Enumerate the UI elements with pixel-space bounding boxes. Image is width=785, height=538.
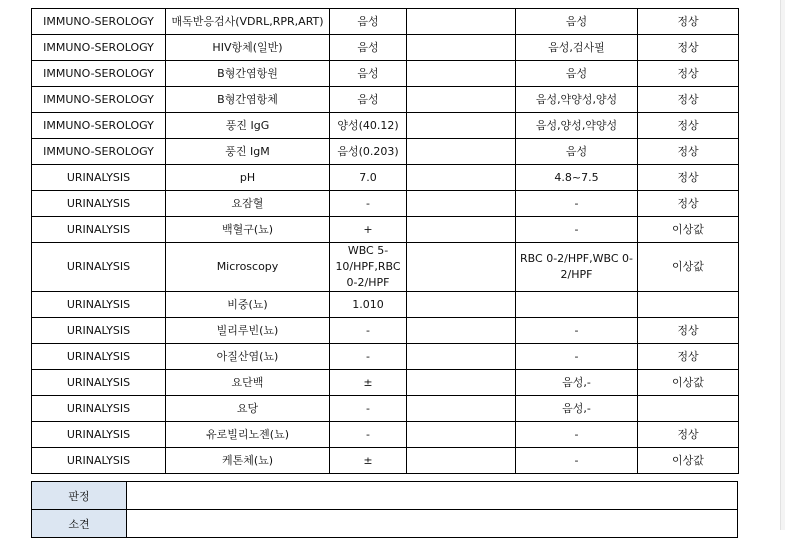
table-row (32, 139, 739, 165)
test-name-cell: B형간염항체 (166, 87, 330, 113)
category-cell: IMMUNO-SEROLOGY (32, 87, 166, 113)
unit-cell (407, 370, 516, 396)
unit-cell (407, 165, 516, 191)
test-name-cell: HIV항체(일반) (166, 35, 330, 61)
opinion-row (32, 510, 738, 538)
unit-cell (407, 292, 516, 318)
verdict-label: 판정 (32, 482, 127, 510)
test-name-cell: 요단백 (166, 370, 330, 396)
result-cell: 음성 (330, 35, 407, 61)
unit-cell (407, 35, 516, 61)
result-cell: ± (330, 370, 407, 396)
judgement-cell: 정상 (638, 9, 739, 35)
category-cell: URINALYSIS (32, 217, 166, 243)
table-row (32, 191, 739, 217)
category-cell: URINALYSIS (32, 318, 166, 344)
category-cell: IMMUNO-SEROLOGY (32, 139, 166, 165)
table-row (32, 370, 739, 396)
unit-cell (407, 9, 516, 35)
judgement-cell (638, 292, 739, 318)
category-cell: URINALYSIS (32, 344, 166, 370)
result-cell: - (330, 318, 407, 344)
reference-cell: 음성,- (516, 370, 638, 396)
test-name-cell: Microscopy (166, 243, 330, 292)
judgement-cell: 이상값 (638, 217, 739, 243)
result-cell: 음성 (330, 87, 407, 113)
reference-cell: - (516, 191, 638, 217)
category-cell: URINALYSIS (32, 422, 166, 448)
unit-cell (407, 422, 516, 448)
category-cell: IMMUNO-SEROLOGY (32, 35, 166, 61)
category-cell: URINALYSIS (32, 396, 166, 422)
reference-cell: 음성,약양성,양성 (516, 87, 638, 113)
table-row (32, 217, 739, 243)
result-cell: WBC 5-10/HPF,RBC 0-2/HPF (330, 243, 407, 292)
opinion-value[interactable] (127, 510, 738, 538)
unit-cell (407, 191, 516, 217)
test-name-cell: 케톤체(뇨) (166, 448, 330, 474)
judgement-cell: 정상 (638, 165, 739, 191)
reference-cell: - (516, 422, 638, 448)
judgement-cell (638, 396, 739, 422)
test-name-cell: 풍진 IgM (166, 139, 330, 165)
judgement-cell: 정상 (638, 87, 739, 113)
result-cell: - (330, 191, 407, 217)
reference-cell: 음성,양성,약양성 (516, 113, 638, 139)
lab-results-table (31, 8, 739, 474)
reference-cell: - (516, 217, 638, 243)
category-cell: URINALYSIS (32, 370, 166, 396)
reference-cell: 4.8~7.5 (516, 165, 638, 191)
unit-cell (407, 448, 516, 474)
test-name-cell: B형간염항원 (166, 61, 330, 87)
category-cell: URINALYSIS (32, 448, 166, 474)
category-cell: IMMUNO-SEROLOGY (32, 61, 166, 87)
result-cell: - (330, 396, 407, 422)
lab-results-body (32, 9, 739, 474)
unit-cell (407, 344, 516, 370)
test-name-cell: 요잠혈 (166, 191, 330, 217)
test-name-cell: 유로빌리노젠(뇨) (166, 422, 330, 448)
table-row (32, 318, 739, 344)
test-name-cell: 매독반응검사(VDRL,RPR,ART) (166, 9, 330, 35)
table-row (32, 9, 739, 35)
reference-cell: RBC 0-2/HPF,WBC 0-2/HPF (516, 243, 638, 292)
test-name-cell: 비중(뇨) (166, 292, 330, 318)
judgement-cell: 정상 (638, 422, 739, 448)
result-cell: 음성 (330, 61, 407, 87)
unit-cell (407, 318, 516, 344)
result-cell: 7.0 (330, 165, 407, 191)
test-name-cell: 백혈구(뇨) (166, 217, 330, 243)
result-cell: 음성 (330, 9, 407, 35)
reference-cell: - (516, 344, 638, 370)
test-name-cell: 빌리루빈(뇨) (166, 318, 330, 344)
judgement-cell: 이상값 (638, 370, 739, 396)
result-cell: 1.010 (330, 292, 407, 318)
table-row (32, 344, 739, 370)
category-cell: URINALYSIS (32, 191, 166, 217)
unit-cell (407, 61, 516, 87)
summary-table (31, 481, 738, 538)
result-cell: 양성(40.12) (330, 113, 407, 139)
result-cell: - (330, 344, 407, 370)
unit-cell (407, 87, 516, 113)
unit-cell (407, 139, 516, 165)
result-cell: - (330, 422, 407, 448)
table-row (32, 396, 739, 422)
verdict-row (32, 482, 738, 510)
table-row (32, 243, 739, 292)
unit-cell (407, 243, 516, 292)
table-row (32, 292, 739, 318)
judgement-cell: 정상 (638, 191, 739, 217)
judgement-cell: 정상 (638, 139, 739, 165)
table-row (32, 165, 739, 191)
test-name-cell: pH (166, 165, 330, 191)
reference-cell: 음성 (516, 9, 638, 35)
category-cell: IMMUNO-SEROLOGY (32, 9, 166, 35)
category-cell: URINALYSIS (32, 165, 166, 191)
judgement-cell: 정상 (638, 344, 739, 370)
test-name-cell: 요당 (166, 396, 330, 422)
opinion-label: 소견 (32, 510, 127, 538)
table-row (32, 448, 739, 474)
judgement-cell: 정상 (638, 318, 739, 344)
result-cell: + (330, 217, 407, 243)
unit-cell (407, 113, 516, 139)
test-name-cell: 아질산염(뇨) (166, 344, 330, 370)
judgement-cell: 정상 (638, 61, 739, 87)
judgement-cell: 정상 (638, 113, 739, 139)
reference-cell: - (516, 448, 638, 474)
unit-cell (407, 396, 516, 422)
page-edge-strip (781, 0, 785, 530)
table-row (32, 422, 739, 448)
judgement-cell: 이상값 (638, 243, 739, 292)
table-row (32, 87, 739, 113)
reference-cell (516, 292, 638, 318)
result-cell: ± (330, 448, 407, 474)
judgement-cell: 이상값 (638, 448, 739, 474)
reference-cell: 음성 (516, 61, 638, 87)
category-cell: URINALYSIS (32, 243, 166, 292)
unit-cell (407, 217, 516, 243)
result-cell: 음성(0.203) (330, 139, 407, 165)
verdict-value[interactable] (127, 482, 738, 510)
test-name-cell: 풍진 IgG (166, 113, 330, 139)
table-row (32, 35, 739, 61)
judgement-cell: 정상 (638, 35, 739, 61)
category-cell: URINALYSIS (32, 292, 166, 318)
reference-cell: 음성 (516, 139, 638, 165)
table-row (32, 61, 739, 87)
reference-cell: - (516, 318, 638, 344)
category-cell: IMMUNO-SEROLOGY (32, 113, 166, 139)
reference-cell: 음성,- (516, 396, 638, 422)
reference-cell: 음성,검사필 (516, 35, 638, 61)
table-row (32, 113, 739, 139)
